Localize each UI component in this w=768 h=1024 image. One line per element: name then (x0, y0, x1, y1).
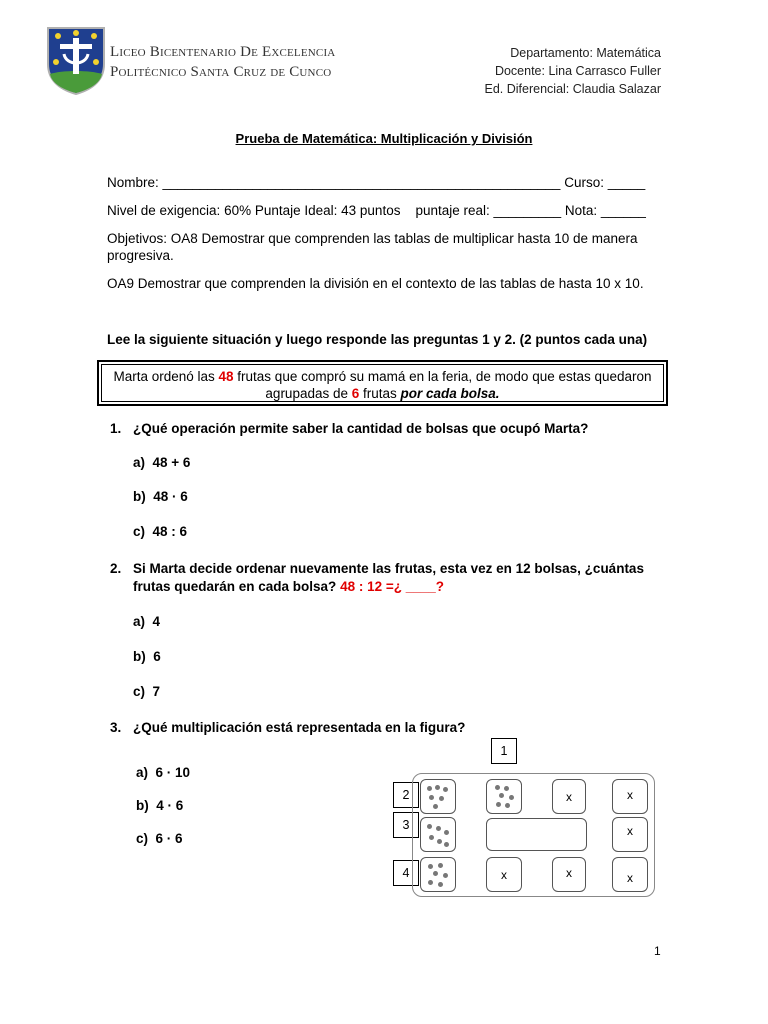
option-text: 48 · 6 (153, 489, 188, 504)
name-line: Nombre: _____________________________________________________ Curso: _____ (107, 175, 646, 190)
x-cell: x (552, 779, 586, 814)
option-letter: b) (133, 489, 146, 504)
option-2c[interactable] (133, 684, 160, 699)
option-3b[interactable] (136, 798, 183, 813)
level-line: Nivel de exigencia: 60% Puntaje Ideal: 43 puntos puntaje real: _________ Nota: ______ (107, 203, 646, 218)
x-cell: x (612, 857, 648, 892)
option-text: 4 (152, 614, 161, 629)
situation-text (101, 364, 664, 402)
option-letter: b) (136, 798, 149, 813)
department-info (485, 44, 661, 98)
option-text: 7 (152, 684, 161, 699)
option-letter: a) (133, 455, 146, 470)
option-text: 6 (153, 649, 161, 664)
x-cell: x (552, 857, 586, 892)
option-letter: c) (136, 831, 149, 846)
option-2b[interactable] (133, 649, 161, 664)
option-text: 48 : 6 (152, 524, 188, 539)
question-number: 1. (110, 421, 122, 436)
situation-number-6: 6 (351, 386, 360, 401)
x-cell: x (612, 779, 648, 814)
option-text: 6 · 10 (155, 765, 191, 780)
option-text: 6 · 6 (155, 831, 183, 846)
question-number: 2. (110, 561, 122, 576)
school-name-line2: Politécnico Santa Cruz de Cunco (110, 64, 332, 80)
option-letter: a) (133, 614, 146, 629)
question-highlight: 48 : 12 =¿ ____? (340, 579, 445, 594)
figure-label-4: 4 (393, 860, 419, 886)
x-cell: x (486, 857, 522, 892)
option-1c[interactable] (133, 524, 187, 539)
question-text: Si Marta decide ordenar nuevamente las frutas, esta vez en 12 bolsas, ¿cuántas frutas quedarán en cada bolsa? (133, 561, 644, 594)
dot-cell (420, 779, 456, 814)
option-letter: c) (133, 524, 146, 539)
option-2a[interactable] (133, 614, 160, 629)
option-letter: b) (133, 649, 146, 664)
teacher: Docente: Lina Carrasco Fuller (494, 64, 661, 78)
x-cell: x (612, 817, 648, 852)
question-text: ¿Qué multiplicación está representada en la figura? (133, 720, 466, 735)
situation-emphasis: por cada bolsa. (400, 386, 500, 401)
option-letter: c) (133, 684, 146, 699)
wide-empty-cell (486, 818, 587, 851)
situation-part1: Marta ordenó las (113, 369, 219, 384)
department: Departamento: Matemática (510, 46, 661, 60)
school-name (110, 42, 335, 82)
objective-oa9: OA9 Demostrar que comprenden la división en el contexto de las tablas de hasta 10 x 10. (107, 276, 644, 291)
dot-cell (420, 817, 456, 852)
option-letter: a) (136, 765, 149, 780)
page-title: Prueba de Matemática: Multiplicación y División (235, 131, 533, 146)
page-number: 1 (654, 944, 661, 958)
option-text: 48 + 6 (152, 455, 191, 470)
objectives: Objetivos: OA8 Demostrar que comprenden las tablas de multiplicar hasta 10 de manera progresiva. (107, 231, 638, 263)
option-1a[interactable] (133, 455, 190, 470)
school-logo (44, 26, 108, 96)
instruction: Lee la siguiente situación y luego responde las preguntas 1 y 2. (2 puntos cada una) (107, 332, 648, 347)
situation-box (97, 360, 668, 406)
question-text: ¿Qué operación permite saber la cantidad de bolsas que ocupó Marta? (133, 421, 589, 436)
situation-part2: frutas que compró su mamá en la feria, de modo que estas quedaron agrupadas de (233, 369, 652, 401)
situation-number-48: 48 (218, 369, 234, 384)
figure-label-3: 3 (393, 812, 419, 838)
special-ed: Ed. Diferencial: Claudia Salazar (484, 82, 661, 96)
school-name-line1: Liceo Bicentenario De Excelencia (110, 44, 336, 60)
dot-cell (486, 779, 522, 814)
question-text-wrap (133, 560, 658, 596)
option-text: 4 · 6 (156, 798, 184, 813)
question-2 (110, 560, 670, 600)
figure-label-2: 2 (393, 782, 419, 808)
option-1b[interactable] (133, 489, 188, 504)
figure-label-1: 1 (491, 738, 517, 764)
option-3c[interactable] (136, 831, 183, 846)
option-3a[interactable] (136, 765, 190, 780)
situation-part3: frutas (359, 386, 401, 401)
question-number: 3. (110, 720, 122, 735)
dot-cell (420, 857, 456, 892)
